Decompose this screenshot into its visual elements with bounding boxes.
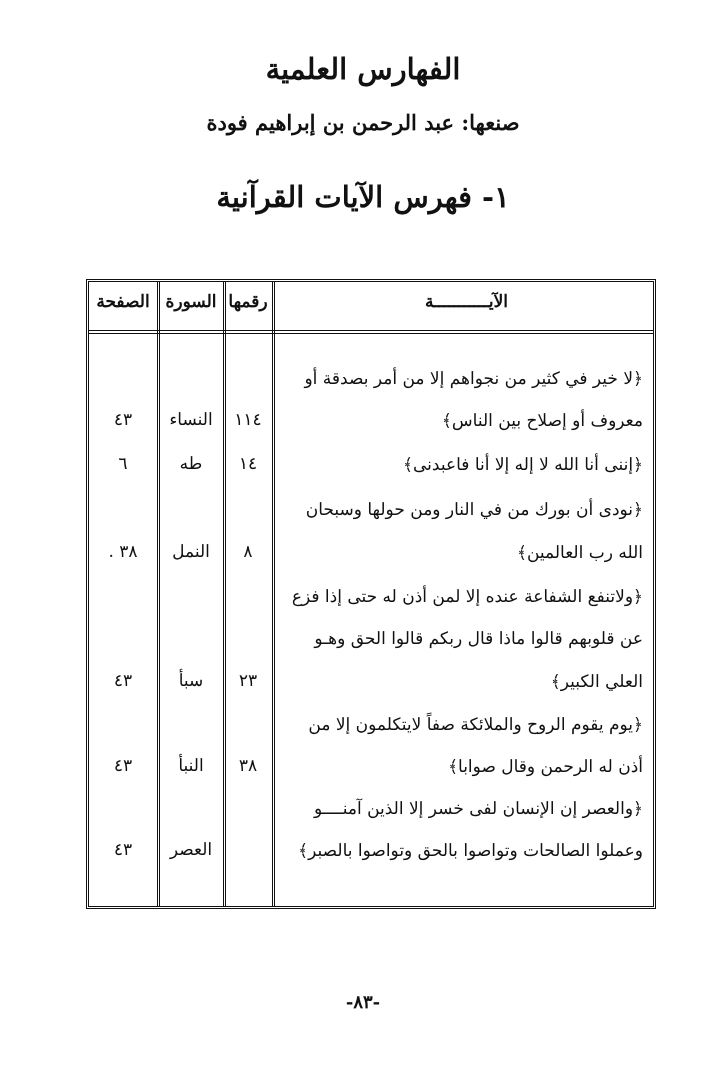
col-header-ayah: الآيـــــــــــة bbox=[424, 292, 509, 312]
page-ref: ٣٨ . bbox=[108, 542, 138, 562]
surah-name: النبأ bbox=[178, 756, 204, 776]
ayah-line: ﴿إننى أنا الله لا إله إلا أنا فاعبدنى﴾ bbox=[403, 455, 643, 475]
ayah-line: عن قلوبهم قالوا ماذا قال ربكم قالوا الحق وهـو bbox=[314, 629, 643, 649]
ayah-number: ٢٣ bbox=[238, 671, 258, 691]
ayah-line: معروف أو إصلاح بين الناس﴾ bbox=[441, 411, 643, 431]
surah-name: العصر bbox=[169, 840, 213, 860]
ayah-line: ﴿ولاتنفع الشفاعة عنده إلا لمن أذن له حتى إذا فزع bbox=[291, 587, 643, 607]
ayah-line: العلي الكبير﴾ bbox=[550, 672, 643, 692]
ayah-number: ١٤ bbox=[238, 454, 258, 474]
col-header-surah: السورة bbox=[165, 292, 217, 312]
page-ref: ٦ bbox=[118, 454, 128, 474]
surah-name: النساء bbox=[169, 410, 213, 430]
page-ref: ٤٣ bbox=[113, 756, 133, 776]
section-heading: ١- فهرس الآيات القرآنية bbox=[216, 180, 510, 214]
ayah-line: الله رب العالمين﴾ bbox=[517, 543, 643, 563]
column-divider bbox=[272, 282, 275, 906]
ayah-number: ٨ bbox=[243, 542, 253, 562]
surah-name: النمل bbox=[172, 542, 210, 562]
ayah-line: ﴿نودى أن بورك من في النار ومن حولها وسبحان bbox=[305, 500, 643, 520]
ayah-line: ﴿والعصر إن الإنسان لفى خسر إلا الذين آمنــــو bbox=[314, 799, 643, 819]
ayah-number: ٣٨ bbox=[238, 756, 258, 776]
page-title: الفهارس العلمية bbox=[265, 52, 461, 86]
ayah-line: ﴿يوم يقوم الروح والملائكة صفاً لايتكلمون إلا من bbox=[308, 715, 643, 735]
ayah-line: وعملوا الصالحات وتواصوا بالحق وتواصوا بالصبر﴾ bbox=[298, 841, 643, 861]
surah-name: سبأ bbox=[178, 671, 204, 691]
ayah-line: ﴿لا خير في كثير من نجواهم إلا من أمر بصدقة أو bbox=[304, 369, 643, 389]
col-header-number: رقمها bbox=[228, 292, 268, 312]
page-ref: ٤٣ bbox=[113, 840, 133, 860]
surah-name: طه bbox=[179, 454, 203, 474]
index-table bbox=[86, 279, 656, 909]
column-divider bbox=[223, 282, 226, 906]
page-ref: ٤٣ bbox=[113, 410, 133, 430]
ayah-number: ١١٤ bbox=[234, 410, 262, 430]
column-divider bbox=[157, 282, 160, 906]
page-ref: ٤٣ bbox=[113, 671, 133, 691]
col-header-page: الصفحة bbox=[96, 292, 150, 312]
author-line: صنعها: عبد الرحمن بن إبراهيم فودة bbox=[206, 110, 520, 135]
ayah-line: أذن له الرحمن وقال صوابا﴾ bbox=[448, 757, 643, 777]
page-number: -٨٣- bbox=[345, 992, 381, 1013]
